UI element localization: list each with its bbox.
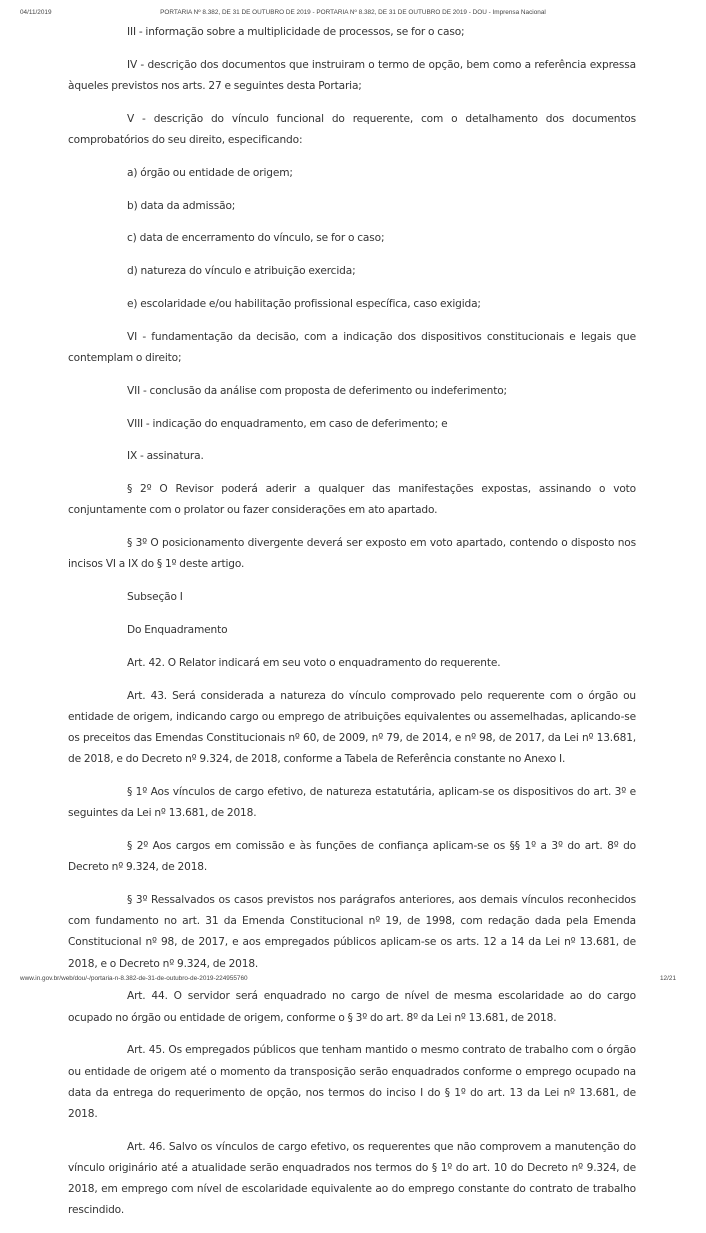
inciso-vi: VI - fundamentação da decisão, com a indicação dos dispositivos constitucionais e legais que contemplam o direito;	[68, 330, 636, 364]
print-footer	[0, 975, 706, 987]
print-title: PORTARIA Nº 8.382, DE 31 DE OUTUBRO DE 2019 - PORTARIA Nº 8.382, DE 31 DE OUTUBRO DE 2019 - DOU - Imprensa Nacional	[160, 9, 546, 16]
page-url: www.in.gov.br/web/dou/-/portaria-n-8.382-de-31-de-outubro-de-2019-224955760	[20, 975, 248, 982]
art-46: Art. 46. Salvo os vínculos de cargo efetivo, os requerentes que não comprovem a manutenção do vínculo originário até a atualidade serão enquadrados nos termos do § 1º do art. 10 do Decreto nº 9.324, de 2018, em emprego com nível de escolaridade equivalente ao do emprego constante do contrato de trabalho rescindido.	[68, 1140, 636, 1217]
paragrafo-3: § 3º O posicionamento divergente deverá ser exposto em voto apartado, contendo o disposto nos incisos VI a IX do § 1º deste artigo.	[68, 537, 636, 571]
inciso-iii: III - informação sobre a multiplicidade de processos, se for o caso;	[127, 26, 465, 38]
inciso-ix: IX - assinatura.	[127, 450, 204, 463]
subsection-heading: Subseção I	[127, 591, 183, 604]
print-date: 04/11/2019	[20, 9, 52, 16]
inciso-vii: VII - conclusão da análise com proposta de deferimento ou indeferimento;	[127, 384, 507, 397]
paragrafo-2: § 2º O Revisor poderá aderir a qualquer das manifestações expostas, assinando o voto conjuntamente com o prolator ou fazer considerações em ato apartado.	[68, 483, 636, 517]
print-header	[0, 9, 706, 21]
art-43-paragrafo-2: § 2º Aos cargos em comissão e às funções de confiança aplicam-se os §§ 1º a 3º do art. 8º do Decreto nº 9.324, de 2018.	[68, 839, 636, 874]
alinea-d: d) natureza do vínculo e atribuição exercida;	[127, 265, 356, 278]
alinea-e: e) escolaridade e/ou habilitação profissional específica, caso exigida;	[127, 297, 481, 310]
art-43: Art. 43. Será considerada a natureza do vínculo comprovado pelo requerente com o órgão ou entidade de origem, indicando cargo ou emprego de atribuições equivalentes ou assemelhadas, aplicando-se os preceitos das Emendas Constitucionais nº 60, de 2009, nº 79, de 2014, e nº 98, de 2017, da Lei nº 13.681, de 2018, e do Decreto nº 9.324, de 2018, conforme a Tabela de Referência constante no Anexo I.	[68, 689, 636, 766]
inciso-viii: VIII - indicação do enquadramento, em caso de deferimento; e	[127, 417, 448, 430]
art-43-paragrafo-1: § 1º Aos vínculos de cargo efetivo, de natureza estatutária, aplicam-se os dispositivos do art. 3º e seguintes da Lei nº 13.681, de 2018.	[68, 785, 636, 820]
art-45: Art. 45. Os empregados públicos que tenham mantido o mesmo contrato de trabalho com o órgão ou entidade de origem até o momento da transposição serão enquadrados conforme o emprego ocupado na data da entrega do requerimento de opção, nos termos do inciso I do § 1º do art. 13 da Lei nº 13.681, de 2018.	[68, 1044, 636, 1120]
inciso-iv: IV - descrição dos documentos que instruiram o termo de opção, bem como a referência expressa àqueles previstos nos arts. 27 e seguintes desta Portaria;	[68, 58, 636, 92]
inciso-v: V - descrição do vínculo funcional do requerente, com o detalhamento dos documentos comprobatórios do seu direito, especificando:	[68, 112, 636, 146]
art-42: Art. 42. O Relator indicará em seu voto o enquadramento do requerente.	[127, 656, 501, 669]
subsection-title: Do Enquadramento	[127, 623, 228, 636]
alinea-c: c) data de encerramento do vínculo, se for o caso;	[127, 232, 385, 245]
alinea-b: b) data da admissão;	[127, 199, 236, 212]
page-number: 12/21	[660, 975, 676, 982]
alinea-a: a) órgão ou entidade de origem;	[127, 166, 293, 179]
art-43-paragrafo-3: § 3º Ressalvados os casos previstos nos parágrafos anteriores, aos demais vínculos reconhecidos com fundamento no art. 31 da Emenda Constitucional nº 19, de 1998, com redação dada pela Emenda Constitucional nº 98, de 2017, e aos empregados públicos aplicam-se os arts. 12 a 14 da Lei nº 13.681, de 2018, e o Decreto nº 9.324, de 2018.	[68, 893, 636, 970]
art-44: Art. 44. O servidor será enquadrado no cargo de nível de mesma escolaridade ao do cargo ocupado no órgão ou entidade de origem, conforme o § 3º do art. 8º da Lei nº 13.681, de 2018.	[68, 990, 636, 1024]
document-body	[68, 22, 636, 1233]
